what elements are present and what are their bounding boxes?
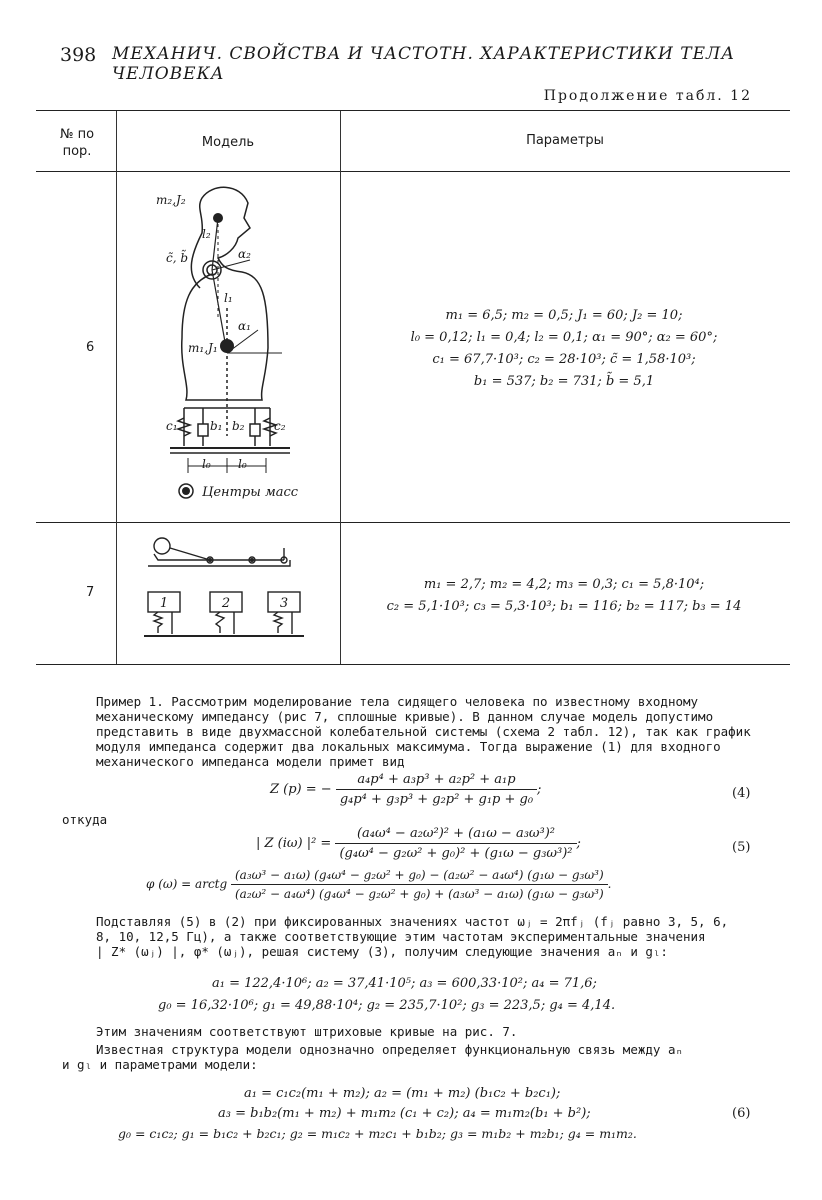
box-1-label: 1 <box>159 596 169 611</box>
text-line: механическому импедансу (рис 7, сплошные кривые). В данном случае модель допустимо <box>96 709 714 724</box>
equation-6-line-1: a₁ = c₁c₂(m₁ + m₂); a₂ = (m₁ + m₂) (b₁c₂ + b₂c₁); <box>244 1086 561 1101</box>
label-b1: b₁ <box>210 419 223 433</box>
equation-6-number: (6) <box>732 1106 751 1121</box>
phi-denominator: (a₂ω² − a₄ω⁴) (g₄ω⁴ − g₂ω² + g₀) + (a₃ω³ − a₁ω) (g₁ω − g₃ω³) <box>235 887 604 901</box>
equation-phi: φ (ω) = arctg $\frac{\text{(a₃ω³ − a₁ω) (g₄ω⁴ − g₂ω² + g₀) − (a₂ω² − a₄ω⁴) (g₁ω − g₃ω³)}}{\text{(a₂ω² − a₄ω⁴) (g₄ω⁴ − g₂ω² + g₀) + (a₃ω³ − a₁ω) (g₁ω − g₃ω³)}}$ . <box>146 868 612 901</box>
table-header-rule <box>36 171 790 172</box>
text-line: и gₗ и параметрами модели: <box>62 1057 258 1072</box>
table-col-divider-2 <box>340 111 341 664</box>
text-line: 8, 10, 12,5 Гц), а также соответствующие этим частотам экспериментальные значения <box>96 929 706 944</box>
text-line: | Z* (ωⱼ) |, φ* (ωⱼ), решая систему (3), получим следующие значения aₙ и gₗ: <box>96 944 668 959</box>
equation-5: | Z (iω) |² = $\frac{\text{(a₄ω⁴ − a₂ω²)² + (a₁ω − a₃ω³)²}}{\text{(g₄ω⁴ − g₂ω² + g₀)² + (g₁ω − g₃ω³)²}}$ ; <box>256 826 581 861</box>
eq4-numerator: a₄p⁴ + a₃p³ + a₂p² + a₁p <box>336 772 537 790</box>
row-6-param-line: m₁ = 6,5; m₂ = 0,5; J₁ = 60; J₂ = 10; <box>445 308 683 323</box>
equation-6-line-3: g₀ = c₁c₂; g₁ = b₁c₂ + b₂c₁; g₂ = m₁c₂ + m₂c₁ + b₁b₂; g₃ = m₁b₂ + m₂b₁; g₄ = m₁m₂. <box>118 1126 637 1141</box>
col-header-model: Модель <box>201 135 255 150</box>
eq5-denominator: (g₄ω⁴ − g₂ω² + g₀)² + (g₁ω − g₃ω³)² <box>339 846 573 861</box>
equation-5-number: (5) <box>732 840 751 855</box>
running-title: МЕХАНИЧ. СВОЙСТВА И ЧАСТОТН. ХАРАКТЕРИСТИКИ ТЕЛА ЧЕЛОВЕКА <box>112 44 736 84</box>
text-line: Подставляя (5) в (2) при фиксированных значениях частот ωⱼ = 2πfⱼ (fⱼ равно 3, 5, 6, <box>96 914 729 929</box>
model-7-figure <box>144 530 304 644</box>
row-6-params <box>344 305 784 393</box>
label-l0-right: l₀ <box>238 457 247 471</box>
row-7-param-line: c₂ = 5,1·10³; c₃ = 5,3·10³; b₁ = 116; b₂ = 117; b₃ = 14 <box>386 599 742 614</box>
substitution-paragraph <box>96 914 786 959</box>
label-l0-left: l₀ <box>202 457 211 471</box>
row-6-param-line: l₀ = 0,12; l₁ = 0,4; l₂ = 0,1; α₁ = 90°; α₂ = 60°; <box>410 330 718 345</box>
equation-4: Z (p) = − $\frac{\text{a₄p⁴ + a₃p³ + a₂p² + a₁p}}{\text{g₄p⁴ + g₃p³ + g₂p² + g₁p + g₀}}$ ; <box>270 772 542 807</box>
equation-4-number: (4) <box>732 786 751 801</box>
table-row-rule <box>36 522 790 523</box>
label-c2: c₂ <box>274 419 286 433</box>
label-b2: b₂ <box>232 419 245 433</box>
row-7-params <box>344 574 784 618</box>
label-c1: c₁ <box>166 419 178 433</box>
coefficients-a: a₁ = 122,4·10⁶; a₂ = 37,41·10⁵; a₃ = 600,33·10²; a₄ = 71,6; <box>212 976 597 991</box>
table-continuation: Продолжение табл. 12 <box>543 88 752 104</box>
row-7-param-line: m₁ = 2,7; m₂ = 4,2; m₃ = 0,3; c₁ = 5,8·10⁴; <box>423 577 705 592</box>
box-3-label: 3 <box>279 596 289 611</box>
label-alpha2: α₂ <box>238 247 251 261</box>
box-2-label: 2 <box>221 596 231 611</box>
eq4-denominator: g₄p⁴ + g₃p³ + g₂p² + g₁p + g₀ <box>339 792 534 807</box>
text-line: механического импеданса модели примет вид <box>96 754 405 769</box>
row-7-number: 7 <box>86 585 95 600</box>
label-cb: c̃, b̃ <box>166 251 189 265</box>
dashed-curves-note: Этим значениям соответствуют штриховые кривые на рис. 7. <box>96 1024 518 1039</box>
text-line: Пример 1. Рассмотрим моделирование тела сидящего человека по известному входному <box>96 694 699 709</box>
equation-6-line-2: a₃ = b₁b₂(m₁ + m₂) + m₁m₂ (c₁ + c₂); a₄ = m₁m₂(b₁ + b²); <box>218 1106 591 1121</box>
row-6-param-line: b₁ = 537; b₂ = 731; b̃ = 5,1 <box>473 374 655 389</box>
phi-numerator: (a₃ω³ − a₁ω) (g₄ω⁴ − g₂ω² + g₀) − (a₂ω² − a₄ω⁴) (g₁ω − g₃ω³) <box>231 868 608 885</box>
row-6-param-line: c₁ = 67,7·10³; c₂ = 28·10³; c̃ = 1,58·10³; <box>432 352 696 367</box>
whence-word: откуда <box>62 812 108 827</box>
page-number: 398 <box>60 44 97 66</box>
row-6-number: 6 <box>86 340 95 355</box>
label-l2: l₂ <box>202 227 211 241</box>
label-alpha1: α₁ <box>238 319 251 333</box>
col-header-params: Параметры <box>526 133 604 148</box>
table-bottom-rule <box>36 664 790 665</box>
text-line: представить в виде двухмассной колебательной системы (схема 2 табл. 12), так как график <box>96 724 751 739</box>
coefficients-g: g₀ = 16,32·10⁶; g₁ = 49,88·10⁴; g₂ = 235,7·10²; g₃ = 223,5; g₄ = 4,14. <box>158 998 616 1013</box>
label-m1J1: m₁,J₁ <box>188 341 218 355</box>
label-legend: Центры масс <box>202 485 299 500</box>
example-paragraph <box>96 694 776 769</box>
col-header-number: № по пор. <box>59 127 95 159</box>
label-l1: l₁ <box>224 291 233 305</box>
structure-paragraph <box>62 1042 776 1072</box>
model-6-figure <box>130 178 330 518</box>
table-col-divider-1 <box>116 111 117 664</box>
label-m2J2: m₂,J₂ <box>156 193 186 207</box>
table-top-rule <box>36 110 790 111</box>
eq5-numerator: (a₄ω⁴ − a₂ω²)² + (a₁ω − a₃ω³)² <box>335 826 576 844</box>
text-line: Известная структура модели однозначно определяет функциональную связь между aₙ <box>96 1042 683 1057</box>
text-line: модуля импеданса содержит два локальных максимума. Тогда выражение (1) для входного <box>96 739 721 754</box>
